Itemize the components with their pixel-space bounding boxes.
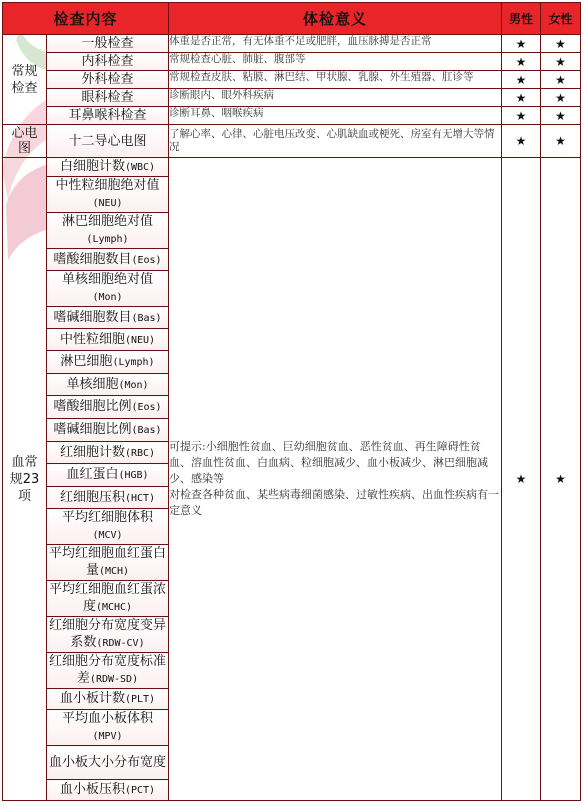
item-code: (Bas) [131,425,162,436]
table-row [3,35,581,53]
item-name [47,746,169,780]
item-label: 嗜酸细胞数目 [53,251,132,267]
item-code: (Mon) [118,379,149,391]
male-star-icon: ★ [502,158,541,801]
table-row [3,125,581,158]
item-name [47,689,169,710]
item-desc: 诊断耳鼻、咽喉疾病 [169,107,502,125]
item-desc: 常规检查心脏、肺脏、腹部等 [169,53,502,71]
table-row [3,71,581,89]
item-desc: 体重是否正常，有无体重不足或肥胖，血压脉搏是否正常 [169,35,502,53]
item-label: 淋巴细胞 [60,354,113,369]
male-star-icon: ★ [502,89,541,107]
item-name [47,487,169,509]
item-label: 嗜酸细胞比例 [53,399,132,414]
item-label: 中性粒细胞 [59,331,125,347]
female-star-icon: ★ [541,35,581,53]
item-desc: 常规检查皮肤、粘膜、淋巴结、甲状腺、乳腺、外生殖器、肛诊等 [169,71,502,89]
item-name: 内科检查 [47,53,169,71]
item-name [47,710,169,746]
item-desc: 了解心率、心律、心脏电压改变、心肌缺血或梗死、房室有无增大等情况 [169,125,502,158]
item-code: (RDW-SD) [89,674,139,685]
item-name [47,158,169,177]
male-star-icon: ★ [502,125,541,158]
item-name: 十二导心电图 [47,125,169,158]
blood-desc: 可提示:小细胞性贫血、巨幼细胞贫血、恶性贫血、再生障碍性贫血、溶血性贫血、白血病、粒细胞减少、血小板减少、淋巴细胞减少、感染等 对检查各种贫血、某些病毒细菌感染、过敏性疾病、出血性疾病有一定意义 [169,158,502,801]
item-code: (MCHC) [95,602,133,613]
item-label: 淋巴细胞绝对值 [62,214,154,229]
table-row [3,53,581,71]
item-label: 血红蛋白 [66,467,119,482]
item-name [47,396,169,419]
item-code: (MCV) [92,530,123,541]
item-code: (Mon) [92,292,123,303]
item-code: (Lymph) [112,357,155,368]
header-meaning: 体检意义 [169,3,502,35]
item-name [47,213,169,249]
item-name [47,177,169,213]
item-code: (HCT) [124,492,156,504]
male-star-icon: ★ [502,71,541,89]
item-label: 单核细胞 [66,376,119,392]
item-name: 耳鼻喉科检查 [47,107,169,125]
item-label: 平均红细胞血红蛋浓度 [49,582,167,614]
group-label: 血常规23项 [9,454,40,504]
item-name [47,307,169,329]
female-star-icon: ★ [541,89,581,107]
item-label: 红细胞分布宽度变异系数 [49,618,167,650]
item-code: (NEU) [92,198,123,209]
group-blood [3,158,47,801]
group-label: 心电图 [11,126,38,156]
female-star-icon: ★ [541,125,581,158]
item-name [47,419,169,442]
female-star-icon: ★ [541,53,581,71]
table-row [3,158,581,177]
item-name [47,374,169,396]
item-name [47,581,169,617]
item-name [47,249,169,271]
item-code: (HGB) [118,470,149,481]
item-code: (RBC) [124,447,156,459]
male-star-icon: ★ [502,107,541,125]
item-code: (MPV) [92,731,123,742]
item-name [47,653,169,689]
item-label: 红细胞压积 [59,489,125,505]
item-name [47,271,169,307]
item-label: 嗜碱细胞比例 [53,422,132,437]
item-name [47,351,169,374]
item-name [47,780,169,801]
male-star-icon: ★ [502,35,541,53]
item-label: 单核细胞绝对值 [62,272,154,287]
item-label: 平均红细胞体积 [62,510,154,525]
item-label: 血小板压积 [59,782,125,797]
item-name [47,509,169,545]
group-label: 常规检查 [11,63,38,96]
item-label: 平均红细胞血红蛋白量 [49,546,167,578]
item-code: (PLT) [124,694,156,705]
item-name [47,329,169,351]
item-label: 平均血小板体积 [62,711,154,726]
header-item: 检查内容 [3,3,169,35]
item-name [47,464,169,487]
item-code: (Lymph) [86,234,129,245]
female-star-icon: ★ [541,71,581,89]
group-ecg [3,125,47,158]
item-name [47,617,169,653]
item-label: 血小板大小分布宽度 [49,755,167,770]
item-code: (PCT) [124,785,156,796]
exam-table [2,2,581,801]
item-label: 嗜碱细胞数目 [53,309,132,325]
item-label: 中性粒细胞绝对值 [55,178,160,193]
female-star-icon: ★ [541,107,581,125]
item-name [47,545,169,581]
header-row [3,3,581,35]
item-name: 眼科检查 [47,89,169,107]
item-code: (RDW-CV) [96,638,145,649]
item-name: 一般检查 [47,35,169,53]
item-code: (NEU) [124,334,156,346]
table-row [3,107,581,125]
header-female: 女性 [541,3,581,35]
item-code: (Eos) [131,254,162,266]
item-code: (Bas) [131,312,162,324]
item-name [47,442,169,464]
item-label: 血小板计数 [59,691,125,706]
group-routine [3,35,47,125]
item-desc: 诊断眼内、眼外科疾病 [169,89,502,107]
item-code: (WBC) [124,162,156,173]
table-row [3,89,581,107]
item-code: (MCH) [98,566,130,577]
female-star-icon: ★ [541,158,581,801]
item-label: 红细胞计数 [59,444,125,460]
item-code: (Eos) [131,402,162,413]
male-star-icon: ★ [502,53,541,71]
item-label: 白细胞计数 [59,159,125,174]
header-male: 男性 [502,3,541,35]
item-label: 红细胞分布宽度标准差 [49,654,167,686]
item-name: 外科检查 [47,71,169,89]
